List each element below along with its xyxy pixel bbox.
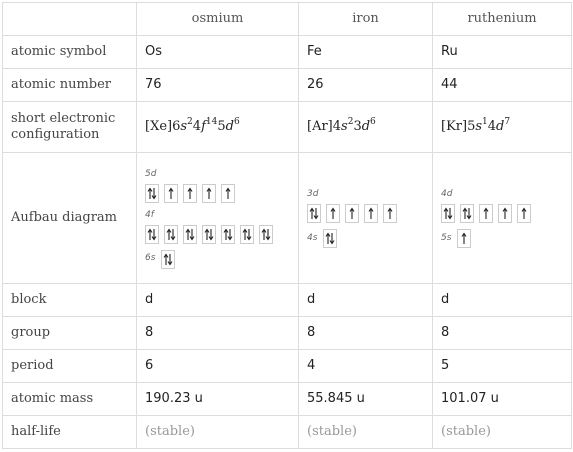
config-text: [Kr]5 xyxy=(441,119,476,134)
orbital-box xyxy=(183,184,197,203)
row-label: group xyxy=(3,317,137,350)
config-text: 4 xyxy=(487,119,497,134)
up-arrow-icon xyxy=(185,185,195,202)
up-down-arrows-icon xyxy=(223,226,233,243)
orbital-box xyxy=(221,184,235,203)
orbital-box xyxy=(259,225,273,244)
cell-ruthenium-half-life: (stable) xyxy=(433,416,572,449)
config-text: [Ar]4 xyxy=(307,119,342,134)
subshell-label: 4s xyxy=(307,232,318,243)
table-row-period xyxy=(3,350,572,383)
cell-iron-aufbau-diagram xyxy=(299,153,433,284)
table-row-half-life xyxy=(3,416,572,449)
orbital-box xyxy=(441,204,455,223)
up-down-arrows-icon xyxy=(309,205,319,222)
cell-ruthenium-group: 8 xyxy=(433,317,572,350)
config-text: 3 xyxy=(353,119,362,134)
orbital-box xyxy=(161,250,175,269)
subshell-4s xyxy=(307,227,424,248)
table-row-atomic-number xyxy=(3,69,572,102)
orbital-box xyxy=(457,229,471,248)
orbital-box xyxy=(183,225,197,244)
orbital-box xyxy=(383,204,397,223)
up-arrow-icon xyxy=(385,205,395,222)
table-row-group xyxy=(3,317,572,350)
config-superscript: 6 xyxy=(370,117,376,127)
cell-ruthenium-symbol: Ru xyxy=(433,36,572,69)
cell-ruthenium-aufbau-diagram xyxy=(433,153,572,284)
orbital-box xyxy=(364,204,378,223)
up-down-arrows-icon xyxy=(462,205,472,222)
row-label: half-life xyxy=(3,416,137,449)
row-label: atomic number xyxy=(3,69,137,102)
orbital-box xyxy=(479,204,493,223)
header-row xyxy=(3,3,572,36)
orbital-boxes xyxy=(161,250,175,269)
config-text: 5 xyxy=(217,119,226,134)
subshell-label: 3d xyxy=(307,189,319,199)
cell-osmium-mass: 190.23 u xyxy=(137,383,299,416)
up-arrow-icon xyxy=(347,205,357,222)
orbital-box xyxy=(307,204,321,223)
table-row-atomic-mass xyxy=(3,383,572,416)
subshell-4d xyxy=(441,186,563,223)
row-label: block xyxy=(3,284,137,317)
orbital-boxes xyxy=(441,204,563,223)
config-superscript: 2 xyxy=(347,117,354,127)
row-label: period xyxy=(3,350,137,383)
up-down-arrows-icon xyxy=(261,226,271,243)
column-header-osmium: osmium xyxy=(137,3,299,36)
config-text: [Xe]6 xyxy=(145,119,181,134)
orbital-box xyxy=(145,184,159,203)
orbital-boxes xyxy=(457,229,471,248)
table-row-block xyxy=(3,284,572,317)
orbital-box xyxy=(164,184,178,203)
cell-osmium-group: 8 xyxy=(137,317,299,350)
subshell-label: 4f xyxy=(145,209,154,220)
cell-iron-half-life: (stable) xyxy=(299,416,433,449)
up-down-arrows-icon xyxy=(443,205,453,222)
cell-iron-mass: 55.845 u xyxy=(299,383,433,416)
subshell-6s xyxy=(145,248,290,269)
cell-iron-group: 8 xyxy=(299,317,433,350)
config-text: d xyxy=(361,119,371,134)
up-down-arrows-icon xyxy=(147,226,157,243)
orbital-boxes xyxy=(307,204,424,223)
subshell-5s xyxy=(441,227,563,248)
config-superscript: 2 xyxy=(187,117,193,127)
up-down-arrows-icon xyxy=(325,230,335,247)
row-label: atomic mass xyxy=(3,383,137,416)
up-arrow-icon xyxy=(204,185,214,202)
cell-osmium-block: d xyxy=(137,284,299,317)
orbital-box xyxy=(517,204,531,223)
orbital-boxes xyxy=(145,225,290,244)
up-arrow-icon xyxy=(366,205,376,222)
up-arrow-icon xyxy=(519,205,529,222)
subshell-label: 5d xyxy=(145,168,157,179)
up-arrow-icon xyxy=(328,205,338,222)
orbital-box xyxy=(323,229,337,248)
config-text: s xyxy=(475,119,483,134)
up-down-arrows-icon xyxy=(163,251,173,268)
orbital-box xyxy=(345,204,359,223)
cell-osmium-symbol: Os xyxy=(137,36,299,69)
config-superscript: 6 xyxy=(233,117,240,127)
cell-osmium-configuration xyxy=(137,102,299,153)
config-superscript: 1 xyxy=(482,117,488,127)
up-arrow-icon xyxy=(166,185,176,202)
orbital-box xyxy=(202,184,216,203)
orbital-box xyxy=(460,204,474,223)
subshell-label: 5s xyxy=(441,232,452,243)
column-header-iron: iron xyxy=(299,3,433,36)
cell-ruthenium-number: 44 xyxy=(433,69,572,102)
config-text: s xyxy=(180,119,188,134)
up-down-arrows-icon xyxy=(204,226,214,243)
cell-osmium-number: 76 xyxy=(137,69,299,102)
cell-iron-block: d xyxy=(299,284,433,317)
orbital-box xyxy=(145,225,159,244)
subshell-label: 6s xyxy=(145,253,156,263)
cell-iron-number: 26 xyxy=(299,69,433,102)
up-down-arrows-icon xyxy=(166,226,176,243)
row-label: atomic symbol xyxy=(3,36,137,69)
table-row-aufbau-diagram xyxy=(3,153,572,284)
orbital-box xyxy=(240,225,254,244)
row-label: short electronic configuration xyxy=(3,102,137,153)
up-arrow-icon xyxy=(481,205,491,222)
cell-osmium-half-life: (stable) xyxy=(137,416,299,449)
subshell-5d xyxy=(145,166,290,203)
up-arrow-icon xyxy=(459,230,469,247)
cell-ruthenium-block: d xyxy=(433,284,572,317)
orbital-box xyxy=(202,225,216,244)
up-arrow-icon xyxy=(223,185,233,202)
up-down-arrows-icon xyxy=(185,226,195,243)
config-text: 4 xyxy=(192,119,202,134)
orbital-boxes xyxy=(145,184,290,203)
corner-cell xyxy=(3,3,137,36)
up-down-arrows-icon xyxy=(242,226,252,243)
config-text: d xyxy=(225,119,234,134)
config-superscript: 7 xyxy=(504,117,511,127)
cell-osmium-aufbau-diagram xyxy=(137,153,299,284)
config-text: d xyxy=(496,119,505,134)
cell-ruthenium-mass: 101.07 u xyxy=(433,383,572,416)
cell-iron-symbol: Fe xyxy=(299,36,433,69)
element-comparison-table xyxy=(2,2,572,449)
up-arrow-icon xyxy=(500,205,510,222)
cell-iron-configuration xyxy=(299,102,433,153)
orbital-box xyxy=(326,204,340,223)
table-row-electronic-configuration xyxy=(3,102,572,153)
row-label: Aufbau diagram xyxy=(3,153,137,284)
cell-iron-period: 4 xyxy=(299,350,433,383)
up-down-arrows-icon xyxy=(147,185,157,202)
subshell-label: 4d xyxy=(441,189,453,199)
config-text: f xyxy=(201,119,206,134)
column-header-ruthenium: ruthenium xyxy=(433,3,572,36)
table-row-atomic-symbol xyxy=(3,36,572,69)
orbital-box xyxy=(164,225,178,244)
cell-ruthenium-configuration xyxy=(433,102,572,153)
cell-ruthenium-period: 5 xyxy=(433,350,572,383)
subshell-3d xyxy=(307,186,424,223)
config-superscript: 14 xyxy=(205,117,218,127)
orbital-box xyxy=(498,204,512,223)
cell-osmium-period: 6 xyxy=(137,350,299,383)
subshell-4f xyxy=(145,207,290,244)
orbital-boxes xyxy=(323,229,337,248)
config-text: s xyxy=(341,119,348,134)
orbital-box xyxy=(221,225,235,244)
